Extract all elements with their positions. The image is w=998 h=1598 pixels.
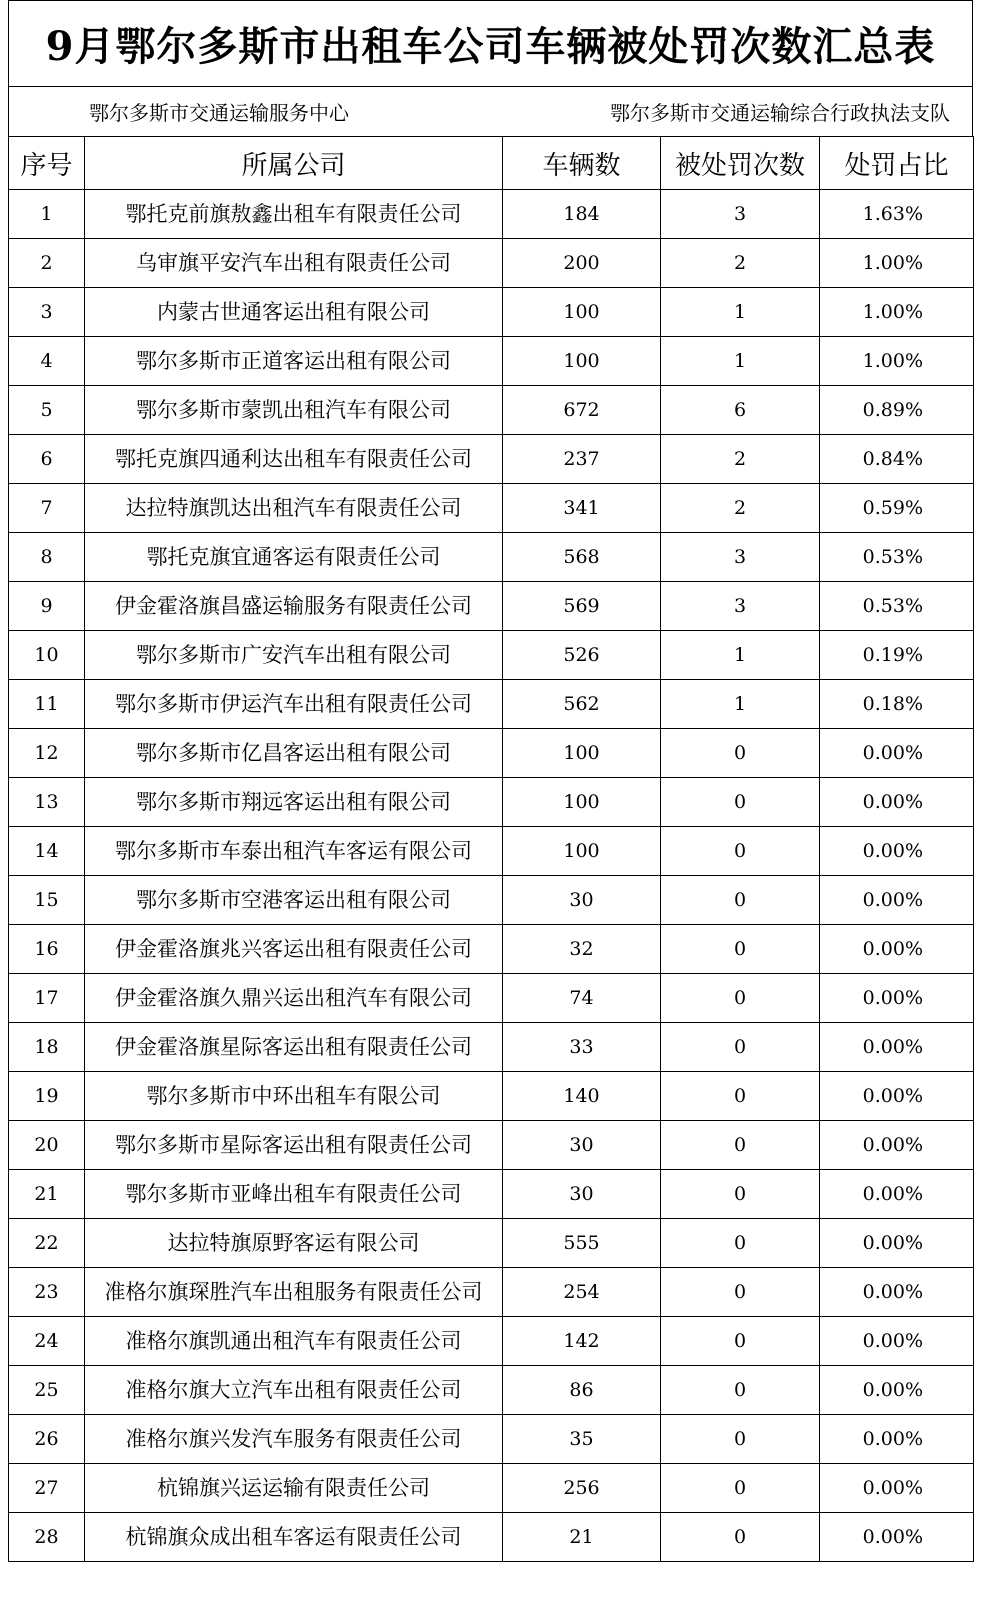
company-name: 准格尔旗兴发汽车服务有限责任公司	[125, 1427, 462, 1451]
summary-sheet	[8, 0, 973, 1562]
cell-seq: 18	[9, 1023, 85, 1072]
cell-penalties: 0	[661, 729, 820, 778]
cell-company	[85, 337, 503, 386]
cell-company	[85, 729, 503, 778]
cell-ratio: 0.00%	[820, 1219, 974, 1268]
cell-seq: 11	[9, 680, 85, 729]
cell-seq: 9	[9, 582, 85, 631]
cell-ratio: 1.00%	[820, 337, 974, 386]
cell-seq: 20	[9, 1121, 85, 1170]
cell-penalties: 0	[661, 1219, 820, 1268]
table-row	[9, 239, 974, 288]
company-name: 乌审旗平安汽车出租有限责任公司	[136, 251, 451, 275]
cell-ratio: 1.63%	[820, 190, 974, 239]
cell-penalties: 0	[661, 1415, 820, 1464]
cell-vehicles: 86	[503, 1366, 661, 1415]
cell-penalties: 6	[661, 386, 820, 435]
cell-seq: 16	[9, 925, 85, 974]
company-name: 准格尔旗琛胜汽车出租服务有限责任公司	[104, 1280, 483, 1304]
header-company: 所属公司	[85, 137, 503, 190]
cell-company	[85, 974, 503, 1023]
cell-vehicles: 184	[503, 190, 661, 239]
cell-penalties: 1	[661, 680, 820, 729]
table-row	[9, 631, 974, 680]
cell-penalties: 0	[661, 827, 820, 876]
cell-seq: 6	[9, 435, 85, 484]
cell-ratio: 0.00%	[820, 974, 974, 1023]
cell-company	[85, 925, 503, 974]
cell-penalties: 0	[661, 1023, 820, 1072]
company-name: 伊金霍洛旗兆兴客运出租有限责任公司	[115, 937, 472, 961]
cell-seq: 4	[9, 337, 85, 386]
cell-penalties: 0	[661, 1072, 820, 1121]
cell-seq: 22	[9, 1219, 85, 1268]
cell-seq: 24	[9, 1317, 85, 1366]
cell-seq: 21	[9, 1170, 85, 1219]
company-name: 鄂尔多斯市伊运汽车出租有限责任公司	[115, 692, 472, 716]
company-name: 杭锦旗兴运运输有限责任公司	[157, 1476, 430, 1500]
company-name: 鄂尔多斯市中环出租车有限公司	[146, 1084, 441, 1108]
cell-seq: 2	[9, 239, 85, 288]
cell-vehicles: 32	[503, 925, 661, 974]
cell-ratio: 0.89%	[820, 386, 974, 435]
cell-vehicles: 562	[503, 680, 661, 729]
cell-penalties: 0	[661, 1121, 820, 1170]
cell-seq: 15	[9, 876, 85, 925]
cell-company	[85, 435, 503, 484]
cell-penalties: 2	[661, 239, 820, 288]
cell-penalties: 1	[661, 337, 820, 386]
cell-vehicles: 672	[503, 386, 661, 435]
cell-ratio: 0.59%	[820, 484, 974, 533]
cell-penalties: 1	[661, 288, 820, 337]
cell-vehicles: 30	[503, 876, 661, 925]
cell-vehicles: 74	[503, 974, 661, 1023]
cell-company	[85, 631, 503, 680]
cell-ratio: 0.00%	[820, 827, 974, 876]
cell-ratio: 0.19%	[820, 631, 974, 680]
cell-penalties: 3	[661, 582, 820, 631]
cell-ratio: 0.53%	[820, 582, 974, 631]
cell-vehicles: 200	[503, 239, 661, 288]
cell-vehicles: 100	[503, 778, 661, 827]
cell-ratio: 1.00%	[820, 288, 974, 337]
cell-company	[85, 876, 503, 925]
table-row	[9, 484, 974, 533]
cell-ratio: 0.00%	[820, 1072, 974, 1121]
cell-vehicles: 526	[503, 631, 661, 680]
table-row	[9, 680, 974, 729]
cell-company	[85, 1513, 503, 1562]
company-name: 达拉特旗原野客运有限公司	[167, 1231, 420, 1255]
cell-penalties: 0	[661, 1170, 820, 1219]
cell-seq: 8	[9, 533, 85, 582]
table-row	[9, 1464, 974, 1513]
cell-penalties: 0	[661, 1366, 820, 1415]
cell-ratio: 0.00%	[820, 1366, 974, 1415]
company-name: 鄂尔多斯市翔远客运出租有限公司	[136, 790, 451, 814]
table-row	[9, 1513, 974, 1562]
org-right: 鄂尔多斯市交通运输综合行政执法支队	[610, 101, 950, 125]
company-name: 鄂尔多斯市星际客运出租有限责任公司	[115, 1133, 472, 1157]
cell-company	[85, 190, 503, 239]
cell-vehicles: 100	[503, 337, 661, 386]
organization-row	[8, 86, 973, 136]
cell-company	[85, 1219, 503, 1268]
table-header-row	[9, 137, 974, 190]
cell-vehicles: 100	[503, 729, 661, 778]
cell-seq: 28	[9, 1513, 85, 1562]
cell-vehicles: 254	[503, 1268, 661, 1317]
cell-penalties: 0	[661, 1268, 820, 1317]
cell-vehicles: 237	[503, 435, 661, 484]
cell-company	[85, 533, 503, 582]
page-title: 9月鄂尔多斯市出租车公司车辆被处罚次数汇总表	[8, 0, 973, 86]
cell-vehicles: 21	[503, 1513, 661, 1562]
cell-vehicles: 555	[503, 1219, 661, 1268]
cell-company	[85, 827, 503, 876]
cell-ratio: 0.53%	[820, 533, 974, 582]
cell-vehicles: 100	[503, 827, 661, 876]
cell-penalties: 2	[661, 435, 820, 484]
company-name: 鄂尔多斯市空港客运出租有限公司	[136, 888, 451, 912]
table-row	[9, 582, 974, 631]
company-name: 达拉特旗凯达出租汽车有限责任公司	[125, 496, 462, 520]
table-row	[9, 1170, 974, 1219]
cell-vehicles: 341	[503, 484, 661, 533]
cell-company	[85, 1121, 503, 1170]
cell-company	[85, 1464, 503, 1513]
table-row	[9, 1415, 974, 1464]
cell-penalties: 3	[661, 533, 820, 582]
cell-seq: 23	[9, 1268, 85, 1317]
header-seq: 序号	[9, 137, 85, 190]
cell-penalties: 0	[661, 1464, 820, 1513]
company-name: 伊金霍洛旗星际客运出租有限责任公司	[115, 1035, 472, 1059]
cell-penalties: 0	[661, 1317, 820, 1366]
cell-vehicles: 569	[503, 582, 661, 631]
cell-seq: 13	[9, 778, 85, 827]
table-row	[9, 337, 974, 386]
table-row	[9, 533, 974, 582]
cell-penalties: 0	[661, 925, 820, 974]
cell-vehicles: 30	[503, 1170, 661, 1219]
header-penalties: 被处罚次数	[661, 137, 820, 190]
cell-company	[85, 680, 503, 729]
cell-penalties: 1	[661, 631, 820, 680]
table-row	[9, 778, 974, 827]
cell-seq: 26	[9, 1415, 85, 1464]
table-row	[9, 1072, 974, 1121]
cell-ratio: 0.00%	[820, 1023, 974, 1072]
cell-vehicles: 140	[503, 1072, 661, 1121]
header-vehicles: 车辆数	[503, 137, 661, 190]
cell-company	[85, 582, 503, 631]
table-row	[9, 435, 974, 484]
table-row	[9, 1121, 974, 1170]
cell-company	[85, 1366, 503, 1415]
company-name: 准格尔旗凯通出租汽车有限责任公司	[125, 1329, 462, 1353]
cell-penalties: 0	[661, 876, 820, 925]
table-row	[9, 925, 974, 974]
company-name: 伊金霍洛旗昌盛运输服务有限责任公司	[115, 594, 472, 618]
cell-ratio: 0.00%	[820, 1415, 974, 1464]
cell-seq: 5	[9, 386, 85, 435]
cell-penalties: 3	[661, 190, 820, 239]
cell-ratio: 0.00%	[820, 1170, 974, 1219]
cell-company	[85, 288, 503, 337]
cell-ratio: 1.00%	[820, 239, 974, 288]
cell-vehicles: 35	[503, 1415, 661, 1464]
table-row	[9, 190, 974, 239]
header-ratio: 处罚占比	[820, 137, 974, 190]
table-row	[9, 1268, 974, 1317]
cell-seq: 1	[9, 190, 85, 239]
company-name: 伊金霍洛旗久鼎兴运出租汽车有限公司	[115, 986, 472, 1010]
cell-penalties: 0	[661, 1513, 820, 1562]
table-row	[9, 1317, 974, 1366]
cell-ratio: 0.00%	[820, 1513, 974, 1562]
cell-ratio: 0.00%	[820, 778, 974, 827]
cell-vehicles: 142	[503, 1317, 661, 1366]
cell-company	[85, 1170, 503, 1219]
company-name: 鄂托克旗四通利达出租车有限责任公司	[115, 447, 472, 471]
cell-seq: 25	[9, 1366, 85, 1415]
company-name: 鄂尔多斯市亿昌客运出租有限公司	[136, 741, 451, 765]
cell-company	[85, 1072, 503, 1121]
cell-vehicles: 568	[503, 533, 661, 582]
company-name: 杭锦旗众成出租车客运有限责任公司	[125, 1525, 462, 1549]
company-name: 内蒙古世通客运出租有限公司	[157, 300, 430, 324]
cell-seq: 12	[9, 729, 85, 778]
table-row	[9, 876, 974, 925]
cell-vehicles: 33	[503, 1023, 661, 1072]
company-name: 鄂尔多斯市广安汽车出租有限公司	[136, 643, 451, 667]
cell-penalties: 2	[661, 484, 820, 533]
company-name: 鄂托克前旗敖鑫出租车有限责任公司	[125, 202, 462, 226]
table-row	[9, 729, 974, 778]
company-name: 鄂尔多斯市蒙凯出租汽车有限公司	[136, 398, 451, 422]
company-name: 鄂尔多斯市正道客运出租有限公司	[136, 349, 451, 373]
company-name: 鄂尔多斯市车泰出租汽车客运有限公司	[115, 839, 472, 863]
cell-vehicles: 30	[503, 1121, 661, 1170]
cell-company	[85, 1317, 503, 1366]
company-name: 鄂尔多斯市亚峰出租车有限责任公司	[125, 1182, 462, 1206]
cell-seq: 17	[9, 974, 85, 1023]
company-name: 鄂托克旗宜通客运有限责任公司	[146, 545, 441, 569]
cell-ratio: 0.00%	[820, 925, 974, 974]
cell-vehicles: 100	[503, 288, 661, 337]
cell-seq: 10	[9, 631, 85, 680]
table-row	[9, 288, 974, 337]
table-row	[9, 386, 974, 435]
table-row	[9, 1023, 974, 1072]
cell-vehicles: 256	[503, 1464, 661, 1513]
cell-penalties: 0	[661, 974, 820, 1023]
cell-company	[85, 778, 503, 827]
cell-seq: 19	[9, 1072, 85, 1121]
table-row	[9, 974, 974, 1023]
cell-seq: 27	[9, 1464, 85, 1513]
cell-ratio: 0.84%	[820, 435, 974, 484]
penalty-table	[8, 136, 974, 1562]
cell-penalties: 0	[661, 778, 820, 827]
cell-ratio: 0.00%	[820, 1121, 974, 1170]
cell-ratio: 0.00%	[820, 876, 974, 925]
cell-company	[85, 1415, 503, 1464]
company-name: 准格尔旗大立汽车出租有限责任公司	[125, 1378, 462, 1402]
org-left: 鄂尔多斯市交通运输服务中心	[89, 101, 349, 125]
cell-company	[85, 1268, 503, 1317]
cell-ratio: 0.18%	[820, 680, 974, 729]
cell-ratio: 0.00%	[820, 1317, 974, 1366]
table-body	[9, 190, 974, 1562]
cell-company	[85, 239, 503, 288]
cell-company	[85, 484, 503, 533]
cell-seq: 3	[9, 288, 85, 337]
table-row	[9, 1366, 974, 1415]
cell-ratio: 0.00%	[820, 1268, 974, 1317]
cell-seq: 14	[9, 827, 85, 876]
cell-seq: 7	[9, 484, 85, 533]
cell-company	[85, 386, 503, 435]
cell-ratio: 0.00%	[820, 1464, 974, 1513]
table-row	[9, 1219, 974, 1268]
cell-ratio: 0.00%	[820, 729, 974, 778]
cell-company	[85, 1023, 503, 1072]
table-row	[9, 827, 974, 876]
